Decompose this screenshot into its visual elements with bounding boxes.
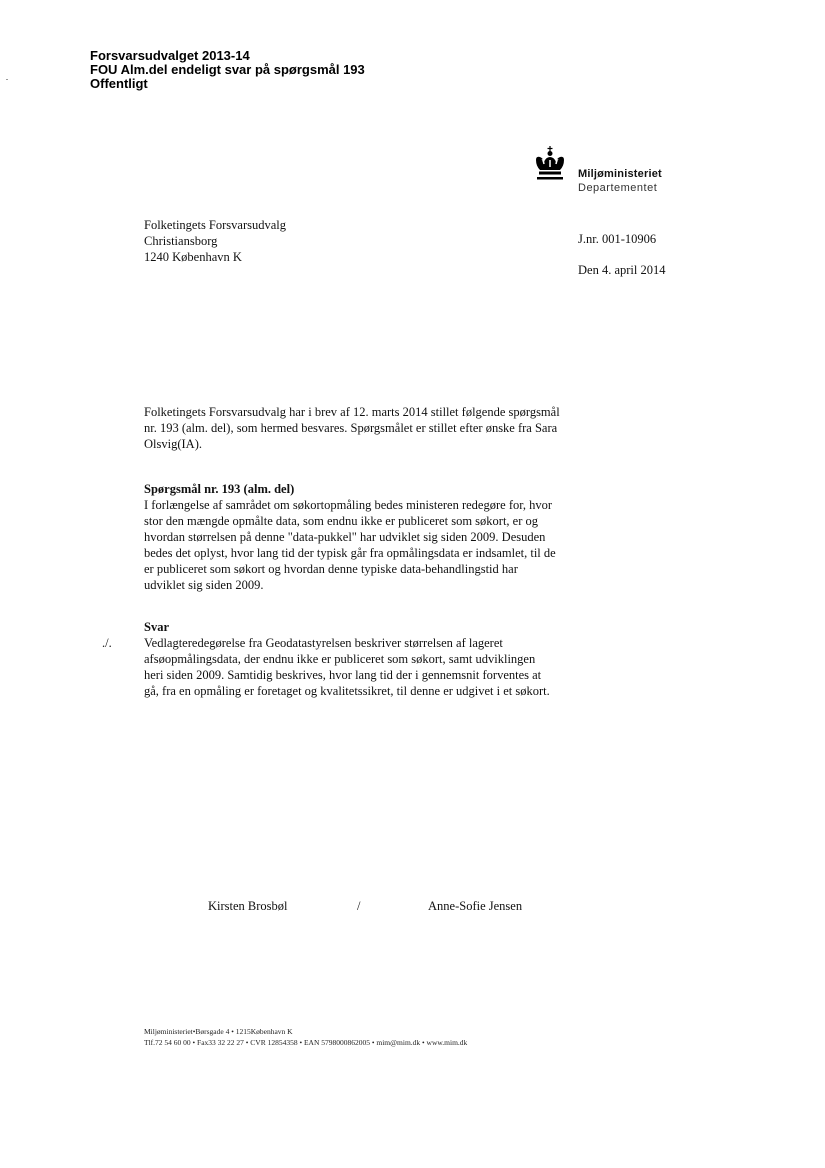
footer-contact-details: Tlf.72 54 60 00 • Fax33 32 22 27 • CVR 12854358 • EAN 5798000862005 • mim@mim.dk • www.mim.dk <box>144 1038 468 1047</box>
header-reference-line: FOU Alm.del endeligt svar på spørgsmål 193 <box>90 62 365 77</box>
question-line: I forlængelse af samrådet om søkortopmåling bedes ministeren redegøre for, hvor <box>144 498 553 512</box>
question-heading: Spørgsmål nr. 193 (alm. del) <box>144 482 295 496</box>
document-header <box>90 49 365 91</box>
question-line: hvordan størrelsen på denne "data-pukkel" har udviklet sig siden 2009. Desuden <box>144 530 546 544</box>
answer-paragraph <box>144 635 590 699</box>
recipient-city: 1240 København K <box>144 250 242 264</box>
answer-line: heri siden 2009. Samtidig beskrives, hvor lang tid der i gennemsnit forventes at <box>144 668 542 682</box>
intro-line: nr. 193 (alm. del), som hermed besvares. Spørgsmålet er stillet efter ønske fra Sara <box>144 421 558 435</box>
recipient-name: Folketingets Forsvarsudvalg <box>144 218 287 232</box>
question-line: bedes det oplyst, hvor lang tid der typisk går fra opmålingsdata er indsamlet, til de <box>144 546 556 560</box>
crown-icon <box>530 146 570 182</box>
recipient-address <box>144 217 286 265</box>
intro-paragraph <box>144 404 590 452</box>
answer-line: gå, fra en opmåling er foretaget og kvalitetssikret, til denne er udgivet i et søkort. <box>144 684 550 698</box>
signature-separator: / <box>357 899 361 913</box>
intro-line: Folketingets Forsvarsudvalg har i brev af 12. marts 2014 stillet følgende spørgsmål <box>144 405 560 419</box>
footer-contact <box>144 1026 467 1048</box>
intro-line: Olsvig(IA). <box>144 437 202 451</box>
attachment-mark: ./. <box>102 636 112 650</box>
question-line: stor den mængde opmålte data, som endnu ikke er publiceret som søkort, er og <box>144 514 539 528</box>
recipient-building: Christiansborg <box>144 234 218 248</box>
scan-mark <box>6 79 8 80</box>
answer-heading: Svar <box>144 620 169 634</box>
signature-right: Anne-Sofie Jensen <box>428 899 523 913</box>
header-status-line: Offentligt <box>90 76 148 91</box>
question-line: er publiceret som søkort og hvordan denne typiske data-behandlingstid har <box>144 562 518 576</box>
letter-date: Den 4. april 2014 <box>578 263 666 277</box>
ministry-name: Miljøministeriet <box>578 168 662 180</box>
signature-left: Kirsten Brosbøl <box>208 899 288 913</box>
answer-line: afsøopmålingsdata, der endnu ikke er publiceret som søkort, samt udviklingen <box>144 652 536 666</box>
ministry-department: Departementet <box>578 182 658 194</box>
footer-address: Miljøministeriet•Børsgade 4 • 1215København K <box>144 1027 293 1036</box>
journal-number: J.nr. 001-10906 <box>578 232 657 246</box>
answer-line: Vedlagteredegørelse fra Geodatastyrelsen beskriver størrelsen af lageret <box>144 636 503 650</box>
question-paragraph <box>144 497 590 593</box>
question-line: udviklet sig siden 2009. <box>144 578 264 592</box>
header-committee-line: Forsvarsudvalget 2013-14 <box>90 48 250 63</box>
